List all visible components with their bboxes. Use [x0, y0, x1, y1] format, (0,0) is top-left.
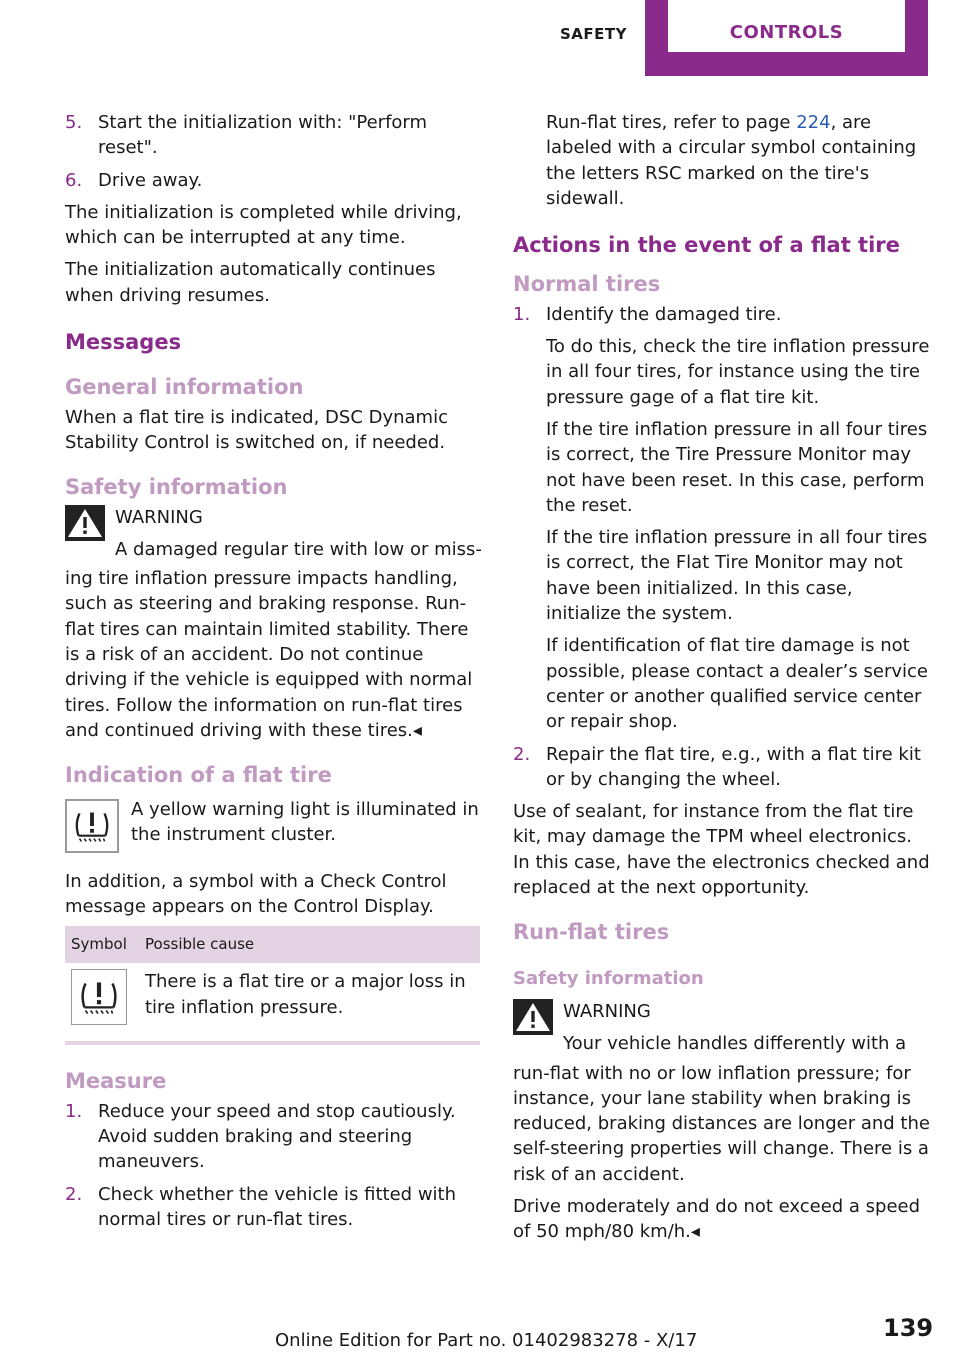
- table-header-cause: Possible cause: [139, 926, 480, 963]
- warning-triangle-icon: [513, 999, 553, 1035]
- footer-edition: Online Edition for Part no. 01402983278 - X/17: [275, 1330, 698, 1351]
- table-cell-cause: There is a flat tire or a major loss in tire inflation pressure.: [145, 971, 466, 1018]
- page-reference-link[interactable]: 224: [796, 112, 831, 133]
- table-header-row: [65, 926, 480, 963]
- heading-normal-tires: Normal tires: [513, 272, 661, 297]
- list-item: 1. Identify the damaged tire.: [513, 303, 782, 325]
- paragraph: Run-flat tires, refer to page 224, are labeled with a circular symbol containing the letters RSC marked on the tire's sidewall.: [546, 112, 917, 209]
- paragraph: If the tire inflation pressure in all four tires is correct, the Tire Pressure Monitor may not have been reset. In this case, perform the reset.: [546, 418, 928, 516]
- warning-block: [513, 999, 933, 1057]
- list-item: 5. Start the initialization with: "Perform reset".: [65, 112, 428, 159]
- heading-measure: Measure: [65, 1069, 167, 1094]
- paragraph: To do this, check the tire inflation pressure in all four tires, for instance using the tire pressure gage of a flat tire kit.: [546, 336, 930, 408]
- warning-label: WARNING: [563, 1000, 651, 1022]
- list-item: 6. Drive away.: [65, 169, 203, 191]
- list-item: 1. Reduce your speed and stop cautiously. Avoid sudden braking and steering maneuvers.: [65, 1100, 456, 1173]
- heading-actions: Actions in the event of a flat tire: [513, 233, 900, 258]
- paragraph: In addition, a symbol with a Check Control message appears on the Control Display.: [65, 870, 447, 917]
- tire-pressure-warning-icon: [65, 799, 119, 853]
- table-bottom-rule: [65, 1041, 480, 1045]
- header-chapter: CONTROLS: [729, 22, 844, 43]
- warning-light-text: A yellow warning light is illuminated in the instrument cluster.: [131, 798, 479, 845]
- list-item: 2. Check whether the vehicle is fitted with normal tires or run-flat tires.: [65, 1183, 457, 1230]
- paragraph: The initialization is completed while driving, which can be interrupted at any time.: [65, 201, 462, 249]
- warning-text-first: A damaged regular tire with low or miss-: [115, 538, 482, 560]
- warning-text: run-flat with no or low inflation pressure; for instance, your lane stability when braking is reduced, braking distances are longer and the self-steering properties will change. There is a risk of an accident.: [513, 1062, 930, 1185]
- warning-text: ing tire inflation pressure impacts handling, such as steering and braking response. Run-flat tires can maintain limited stability. There is a risk of an accident. Do not continue driving if the vehicle is equipped with normal tires. Follow the information on run-flat tires and continued driving with these tires.◂: [65, 568, 473, 741]
- heading-general-information: General information: [65, 375, 304, 400]
- right-column: [513, 110, 933, 1252]
- paragraph: Drive moderately and do not exceed a speed of 50 mph/80 km/h.◂: [513, 1195, 921, 1243]
- warning-triangle-icon: [65, 505, 105, 541]
- warning-text-first: Your vehicle handles differently with a: [563, 1033, 907, 1055]
- paragraph: Use of sealant, for instance from the flat tire kit, may damage the TPM wheel electronics. In this case, have the electronics checked and replaced at the next opportunity.: [513, 801, 930, 899]
- heading-messages: Messages: [65, 330, 182, 355]
- table-row: [65, 963, 480, 1035]
- paragraph: If identification of flat tire damage is not possible, please contact a dealer’s service center or another qualified service center or repair shop.: [546, 635, 928, 733]
- warning-block: [65, 505, 483, 563]
- heading-safety-information: Safety information: [513, 967, 704, 989]
- heading-safety-information: Safety information: [65, 475, 288, 500]
- check-control-table: [65, 926, 480, 1035]
- left-column: [65, 110, 483, 1239]
- warning-light-row: [65, 797, 483, 855]
- warning-label: WARNING: [115, 506, 203, 528]
- heading-indication: Indication of a flat tire: [65, 763, 332, 788]
- table-cell-symbol: [65, 963, 139, 1035]
- heading-run-flat-tires: Run-flat tires: [513, 920, 670, 945]
- tire-pressure-warning-icon: [71, 969, 127, 1025]
- paragraph: The initialization automatically continues when driving resumes.: [65, 259, 436, 306]
- list-item: 2. Repair the flat tire, e.g., with a flat tire kit or by changing the wheel.: [513, 743, 921, 790]
- paragraph: When a flat tire is indicated, DSC Dynamic Stability Control is switched on, if needed.: [65, 406, 448, 453]
- page-number: 139: [883, 1314, 934, 1342]
- table-header-symbol: Symbol: [65, 926, 139, 963]
- header-section: SAFETY: [560, 25, 627, 43]
- paragraph: If the tire inflation pressure in all four tires is correct, the Flat Tire Monitor may not have been initialized. In this case, initialize the system.: [546, 527, 928, 625]
